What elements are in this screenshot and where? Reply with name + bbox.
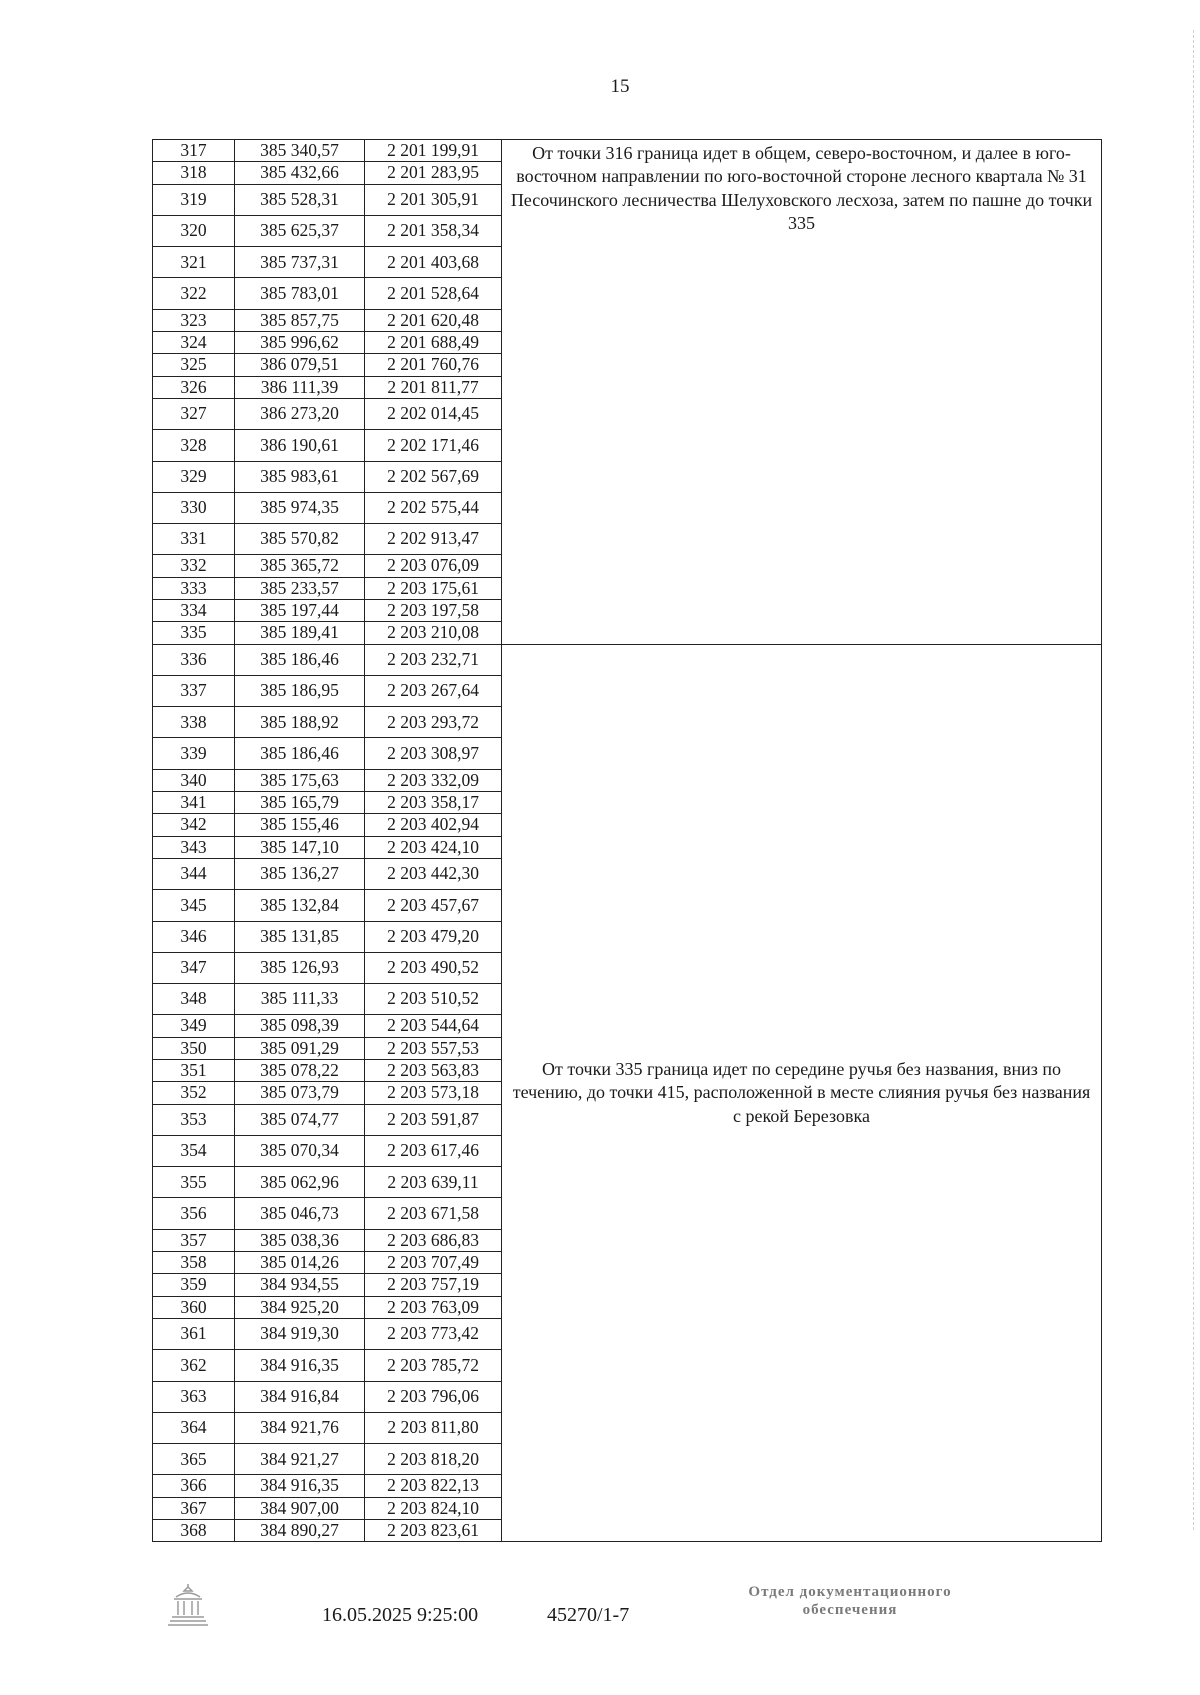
y-coordinate-cell: 2 203 076,09 bbox=[365, 555, 502, 577]
y-coordinate-cell: 2 203 707,49 bbox=[365, 1252, 502, 1274]
y-coordinate-cell: 2 203 591,87 bbox=[365, 1104, 502, 1135]
x-coordinate-cell: 385 570,82 bbox=[235, 524, 365, 555]
point-number-cell: 323 bbox=[153, 309, 235, 331]
point-number-cell: 336 bbox=[153, 644, 235, 675]
point-number-cell: 331 bbox=[153, 524, 235, 555]
scan-edge-artifact bbox=[1191, 30, 1194, 1530]
x-coordinate-cell: 385 175,63 bbox=[235, 769, 365, 791]
coordinates-table-body bbox=[153, 140, 1102, 1542]
y-coordinate-cell: 2 203 490,52 bbox=[365, 952, 502, 983]
point-number-cell: 330 bbox=[153, 492, 235, 523]
y-coordinate-cell: 2 203 402,94 bbox=[365, 814, 502, 836]
x-coordinate-cell: 384 890,27 bbox=[235, 1520, 365, 1542]
y-coordinate-cell: 2 201 403,68 bbox=[365, 247, 502, 278]
point-number-cell: 337 bbox=[153, 675, 235, 706]
x-coordinate-cell: 385 996,62 bbox=[235, 332, 365, 354]
y-coordinate-cell: 2 203 686,83 bbox=[365, 1229, 502, 1251]
x-coordinate-cell: 385 074,77 bbox=[235, 1104, 365, 1135]
point-number-cell: 322 bbox=[153, 278, 235, 309]
y-coordinate-cell: 2 203 544,64 bbox=[365, 1015, 502, 1037]
x-coordinate-cell: 385 233,57 bbox=[235, 577, 365, 599]
footer-department-line: обеспечения bbox=[802, 1602, 898, 1618]
point-number-cell: 364 bbox=[153, 1412, 235, 1443]
point-number-cell: 341 bbox=[153, 792, 235, 814]
y-coordinate-cell: 2 203 232,71 bbox=[365, 644, 502, 675]
x-coordinate-cell: 384 916,35 bbox=[235, 1475, 365, 1497]
x-coordinate-cell: 385 186,46 bbox=[235, 738, 365, 769]
x-coordinate-cell: 385 111,33 bbox=[235, 984, 365, 1015]
point-number-cell: 333 bbox=[153, 577, 235, 599]
y-coordinate-cell: 2 201 305,91 bbox=[365, 184, 502, 215]
point-number-cell: 350 bbox=[153, 1037, 235, 1059]
x-coordinate-cell: 385 186,95 bbox=[235, 675, 365, 706]
y-coordinate-cell: 2 203 785,72 bbox=[365, 1350, 502, 1381]
x-coordinate-cell: 385 126,93 bbox=[235, 952, 365, 983]
point-number-cell: 354 bbox=[153, 1135, 235, 1166]
y-coordinate-cell: 2 203 773,42 bbox=[365, 1319, 502, 1350]
table-row bbox=[153, 644, 1102, 675]
x-coordinate-cell: 384 934,55 bbox=[235, 1274, 365, 1296]
point-number-cell: 343 bbox=[153, 836, 235, 858]
point-number-cell: 353 bbox=[153, 1104, 235, 1135]
y-coordinate-cell: 2 203 424,10 bbox=[365, 836, 502, 858]
table-row bbox=[153, 140, 1102, 162]
building-emblem-icon bbox=[166, 1583, 210, 1627]
x-coordinate-cell: 384 916,35 bbox=[235, 1350, 365, 1381]
coordinates-table bbox=[152, 139, 1102, 1542]
x-coordinate-cell: 385 155,46 bbox=[235, 814, 365, 836]
point-number-cell: 320 bbox=[153, 215, 235, 246]
point-number-cell: 345 bbox=[153, 890, 235, 921]
y-coordinate-cell: 2 203 671,58 bbox=[365, 1198, 502, 1229]
x-coordinate-cell: 385 165,79 bbox=[235, 792, 365, 814]
y-coordinate-cell: 2 203 617,46 bbox=[365, 1135, 502, 1166]
x-coordinate-cell: 385 078,22 bbox=[235, 1060, 365, 1082]
y-coordinate-cell: 2 203 175,61 bbox=[365, 577, 502, 599]
x-coordinate-cell: 385 091,29 bbox=[235, 1037, 365, 1059]
y-coordinate-cell: 2 201 760,76 bbox=[365, 354, 502, 376]
x-coordinate-cell: 385 132,84 bbox=[235, 890, 365, 921]
point-number-cell: 356 bbox=[153, 1198, 235, 1229]
point-number-cell: 325 bbox=[153, 354, 235, 376]
y-coordinate-cell: 2 202 913,47 bbox=[365, 524, 502, 555]
x-coordinate-cell: 385 365,72 bbox=[235, 555, 365, 577]
y-coordinate-cell: 2 201 358,34 bbox=[365, 215, 502, 246]
point-number-cell: 324 bbox=[153, 332, 235, 354]
x-coordinate-cell: 385 783,01 bbox=[235, 278, 365, 309]
point-number-cell: 321 bbox=[153, 247, 235, 278]
point-number-cell: 335 bbox=[153, 622, 235, 644]
y-coordinate-cell: 2 203 763,09 bbox=[365, 1296, 502, 1318]
y-coordinate-cell: 2 203 457,67 bbox=[365, 890, 502, 921]
point-number-cell: 348 bbox=[153, 984, 235, 1015]
y-coordinate-cell: 2 203 267,64 bbox=[365, 675, 502, 706]
y-coordinate-cell: 2 201 811,77 bbox=[365, 376, 502, 398]
point-number-cell: 338 bbox=[153, 707, 235, 738]
y-coordinate-cell: 2 201 199,91 bbox=[365, 140, 502, 162]
footer-department-line: Отдел документационного bbox=[748, 1584, 952, 1600]
x-coordinate-cell: 385 136,27 bbox=[235, 859, 365, 890]
y-coordinate-cell: 2 203 823,61 bbox=[365, 1520, 502, 1542]
y-coordinate-cell: 2 203 358,17 bbox=[365, 792, 502, 814]
point-number-cell: 334 bbox=[153, 600, 235, 622]
footer-datetime: 16.05.2025 9:25:00 bbox=[322, 1604, 479, 1626]
y-coordinate-cell: 2 203 557,53 bbox=[365, 1037, 502, 1059]
x-coordinate-cell: 385 340,57 bbox=[235, 140, 365, 162]
y-coordinate-cell: 2 203 510,52 bbox=[365, 984, 502, 1015]
point-number-cell: 332 bbox=[153, 555, 235, 577]
point-number-cell: 359 bbox=[153, 1274, 235, 1296]
x-coordinate-cell: 384 916,84 bbox=[235, 1381, 365, 1412]
x-coordinate-cell: 385 983,61 bbox=[235, 461, 365, 492]
point-number-cell: 352 bbox=[153, 1082, 235, 1104]
point-number-cell: 344 bbox=[153, 859, 235, 890]
point-number-cell: 367 bbox=[153, 1497, 235, 1519]
x-coordinate-cell: 385 098,39 bbox=[235, 1015, 365, 1037]
footer-document-number: 45270/1-7 bbox=[547, 1604, 630, 1626]
x-coordinate-cell: 385 038,36 bbox=[235, 1229, 365, 1251]
y-coordinate-cell: 2 203 479,20 bbox=[365, 921, 502, 952]
x-coordinate-cell: 385 197,44 bbox=[235, 600, 365, 622]
x-coordinate-cell: 385 737,31 bbox=[235, 247, 365, 278]
y-coordinate-cell: 2 201 620,48 bbox=[365, 309, 502, 331]
x-coordinate-cell: 385 062,96 bbox=[235, 1167, 365, 1198]
y-coordinate-cell: 2 203 818,20 bbox=[365, 1444, 502, 1475]
y-coordinate-cell: 2 203 293,72 bbox=[365, 707, 502, 738]
point-number-cell: 349 bbox=[153, 1015, 235, 1037]
x-coordinate-cell: 385 131,85 bbox=[235, 921, 365, 952]
x-coordinate-cell: 385 147,10 bbox=[235, 836, 365, 858]
x-coordinate-cell: 385 189,41 bbox=[235, 622, 365, 644]
boundary-description-cell: От точки 316 граница идет в общем, северо-восточном, и далее в юго-восточном направлении по юго-восточной стороне лесного квартала № 31 Песочинского лесничества Шелуховского лесхоза, затем по пашне до точки 335 bbox=[502, 140, 1102, 645]
x-coordinate-cell: 385 528,31 bbox=[235, 184, 365, 215]
x-coordinate-cell: 385 014,26 bbox=[235, 1252, 365, 1274]
y-coordinate-cell: 2 203 757,19 bbox=[365, 1274, 502, 1296]
boundary-description-cell: От точки 335 граница идет по середине ручья без названия, вниз по течению, до точки 415, расположенной в месте слияния ручья без названия с рекой Березовка bbox=[502, 644, 1102, 1542]
point-number-cell: 358 bbox=[153, 1252, 235, 1274]
point-number-cell: 365 bbox=[153, 1444, 235, 1475]
x-coordinate-cell: 386 079,51 bbox=[235, 354, 365, 376]
point-number-cell: 339 bbox=[153, 738, 235, 769]
point-number-cell: 347 bbox=[153, 952, 235, 983]
footer-department-stamp bbox=[700, 1583, 1000, 1619]
y-coordinate-cell: 2 203 796,06 bbox=[365, 1381, 502, 1412]
point-number-cell: 342 bbox=[153, 814, 235, 836]
point-number-cell: 317 bbox=[153, 140, 235, 162]
y-coordinate-cell: 2 203 563,83 bbox=[365, 1060, 502, 1082]
y-coordinate-cell: 2 202 171,46 bbox=[365, 430, 502, 461]
point-number-cell: 326 bbox=[153, 376, 235, 398]
point-number-cell: 360 bbox=[153, 1296, 235, 1318]
x-coordinate-cell: 384 919,30 bbox=[235, 1319, 365, 1350]
point-number-cell: 340 bbox=[153, 769, 235, 791]
point-number-cell: 318 bbox=[153, 162, 235, 184]
y-coordinate-cell: 2 203 824,10 bbox=[365, 1497, 502, 1519]
point-number-cell: 366 bbox=[153, 1475, 235, 1497]
x-coordinate-cell: 385 857,75 bbox=[235, 309, 365, 331]
y-coordinate-cell: 2 203 573,18 bbox=[365, 1082, 502, 1104]
point-number-cell: 351 bbox=[153, 1060, 235, 1082]
point-number-cell: 355 bbox=[153, 1167, 235, 1198]
point-number-cell: 362 bbox=[153, 1350, 235, 1381]
point-number-cell: 346 bbox=[153, 921, 235, 952]
y-coordinate-cell: 2 203 197,58 bbox=[365, 600, 502, 622]
point-number-cell: 319 bbox=[153, 184, 235, 215]
x-coordinate-cell: 384 907,00 bbox=[235, 1497, 365, 1519]
y-coordinate-cell: 2 203 442,30 bbox=[365, 859, 502, 890]
y-coordinate-cell: 2 201 283,95 bbox=[365, 162, 502, 184]
x-coordinate-cell: 385 432,66 bbox=[235, 162, 365, 184]
y-coordinate-cell: 2 203 210,08 bbox=[365, 622, 502, 644]
x-coordinate-cell: 384 921,76 bbox=[235, 1412, 365, 1443]
x-coordinate-cell: 385 070,34 bbox=[235, 1135, 365, 1166]
y-coordinate-cell: 2 203 308,97 bbox=[365, 738, 502, 769]
x-coordinate-cell: 386 273,20 bbox=[235, 399, 365, 430]
x-coordinate-cell: 385 073,79 bbox=[235, 1082, 365, 1104]
point-number-cell: 363 bbox=[153, 1381, 235, 1412]
y-coordinate-cell: 2 201 688,49 bbox=[365, 332, 502, 354]
y-coordinate-cell: 2 201 528,64 bbox=[365, 278, 502, 309]
x-coordinate-cell: 385 046,73 bbox=[235, 1198, 365, 1229]
y-coordinate-cell: 2 202 567,69 bbox=[365, 461, 502, 492]
point-number-cell: 357 bbox=[153, 1229, 235, 1251]
y-coordinate-cell: 2 203 822,13 bbox=[365, 1475, 502, 1497]
y-coordinate-cell: 2 202 014,45 bbox=[365, 399, 502, 430]
x-coordinate-cell: 385 974,35 bbox=[235, 492, 365, 523]
x-coordinate-cell: 384 921,27 bbox=[235, 1444, 365, 1475]
y-coordinate-cell: 2 203 639,11 bbox=[365, 1167, 502, 1198]
x-coordinate-cell: 385 188,92 bbox=[235, 707, 365, 738]
x-coordinate-cell: 384 925,20 bbox=[235, 1296, 365, 1318]
y-coordinate-cell: 2 203 332,09 bbox=[365, 769, 502, 791]
x-coordinate-cell: 385 625,37 bbox=[235, 215, 365, 246]
y-coordinate-cell: 2 202 575,44 bbox=[365, 492, 502, 523]
point-number-cell: 329 bbox=[153, 461, 235, 492]
x-coordinate-cell: 385 186,46 bbox=[235, 644, 365, 675]
page-number: 15 bbox=[610, 76, 630, 97]
point-number-cell: 328 bbox=[153, 430, 235, 461]
x-coordinate-cell: 386 111,39 bbox=[235, 376, 365, 398]
point-number-cell: 368 bbox=[153, 1520, 235, 1542]
y-coordinate-cell: 2 203 811,80 bbox=[365, 1412, 502, 1443]
point-number-cell: 361 bbox=[153, 1319, 235, 1350]
x-coordinate-cell: 386 190,61 bbox=[235, 430, 365, 461]
point-number-cell: 327 bbox=[153, 399, 235, 430]
